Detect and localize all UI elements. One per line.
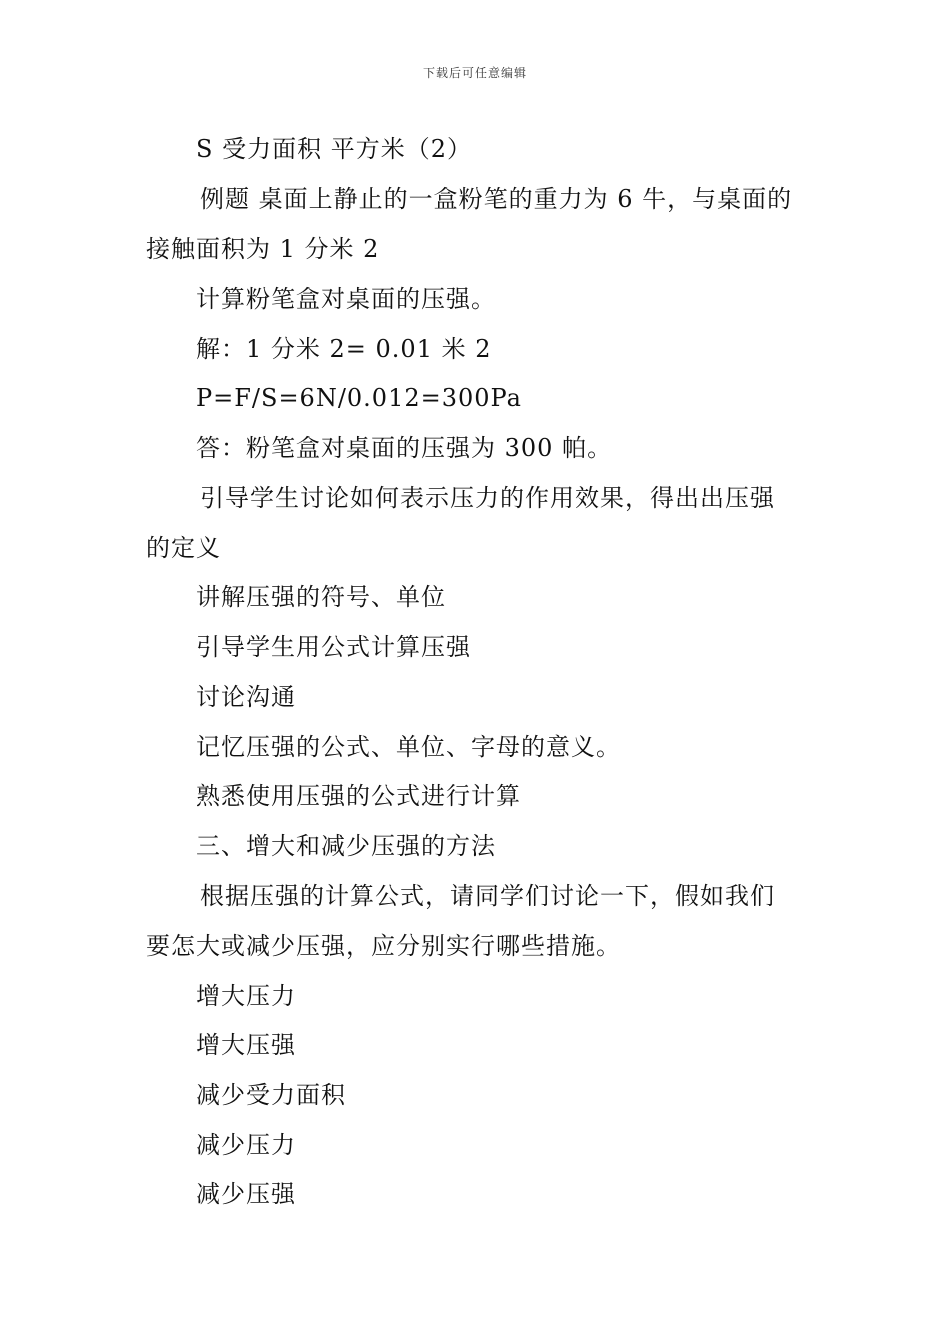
text-line: 要怎大或减少压强，应分别实行哪些措施。	[146, 932, 621, 960]
text-line: 解：1 分米 2= 0.01 米 2	[196, 335, 492, 363]
text-line: 引导学生用公式计算压强	[196, 633, 471, 661]
text-line: 根据压强的计算公式，请同学们讨论一下，假如我们	[200, 882, 775, 910]
text-line: 接触面积为 1 分米 2	[146, 235, 380, 263]
text-line: 计算粉笔盒对桌面的压强。	[196, 285, 496, 313]
text-line: 讨论沟通	[196, 683, 296, 711]
page-header: 下载后可任意编辑	[422, 66, 527, 80]
text-line: P=F/S=6N/0.012=300Pa	[196, 384, 522, 412]
text-line: 增大压力	[196, 982, 296, 1010]
text-line: 引导学生讨论如何表示压力的作用效果，得出出压强	[200, 484, 775, 512]
text-line: 的定义	[146, 534, 221, 562]
text-line: 减少压强	[196, 1180, 296, 1208]
text-line: 熟悉使用压强的公式进行计算	[196, 782, 521, 810]
text-line: 减少压力	[196, 1131, 296, 1159]
text-line: 讲解压强的符号、单位	[196, 583, 446, 611]
text-line: 记忆压强的公式、单位、字母的意义。	[196, 733, 621, 761]
text-line: S 受力面积 平方米（2）	[196, 135, 472, 163]
text-line: 三、增大和减少压强的方法	[196, 832, 496, 860]
text-line: 增大压强	[196, 1031, 296, 1059]
text-line: 答：粉笔盒对桌面的压强为 300 帕。	[196, 434, 613, 462]
text-line: 例题 桌面上静止的一盒粉笔的重力为 6 牛，与桌面的	[200, 185, 793, 213]
text-line: 减少受力面积	[196, 1081, 346, 1109]
